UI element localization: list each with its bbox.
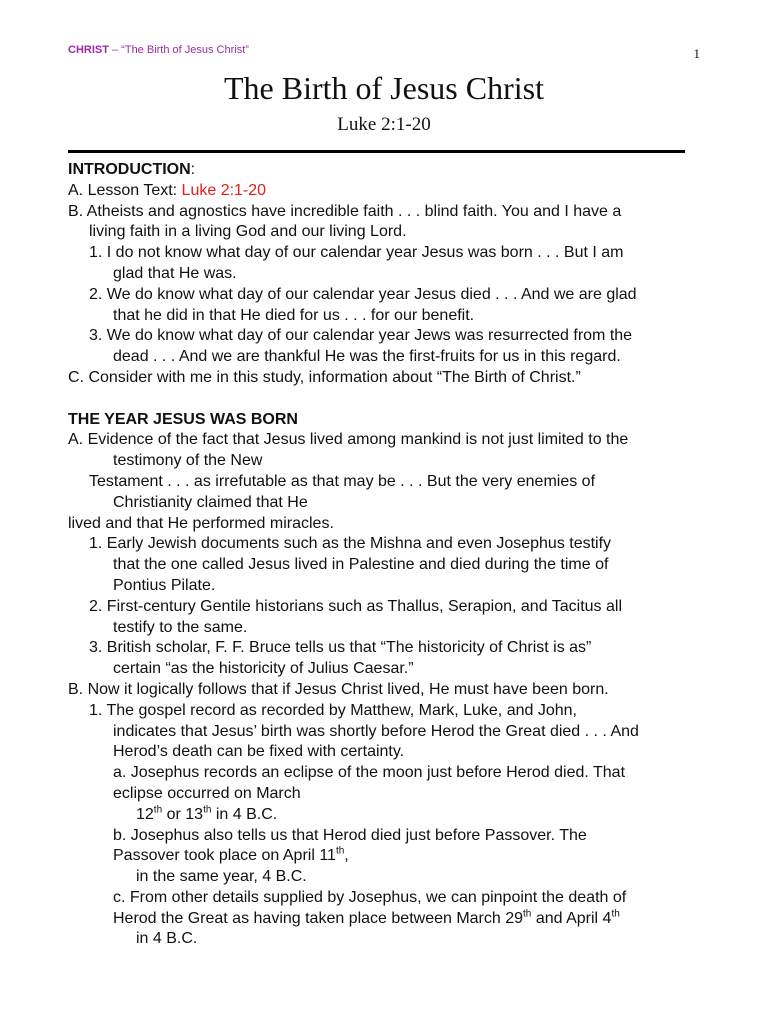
section-gap: [68, 389, 708, 410]
intro-a: [68, 181, 708, 202]
s2-q1-3: Herod’s death can be fixed with certainty.: [113, 743, 405, 761]
title-rule: [68, 150, 685, 153]
s2-qa-2: eclipse occurred on March: [113, 784, 301, 802]
s2-qc-2: [68, 909, 708, 930]
s2-qc-1: c. From other details supplied by Josephus, we can pinpoint the death of: [113, 888, 627, 906]
intro-a-label: A. Lesson Text:: [68, 181, 182, 199]
s2-qb-1: b. Josephus also tells us that Herod died just before Passover. The: [113, 826, 587, 844]
intro-heading-line: INTRODUCTION:: [68, 161, 196, 178]
s2-qb-3: in the same year, 4 B.C.: [136, 868, 307, 886]
qa3-text-2: or 13: [162, 805, 204, 823]
s2-p1-2: that the one called Jesus lived in Palestine and died during the time of: [113, 556, 609, 574]
s2-a-3: Testament . . . as irrefutable as that may be . . . But the very enemies of: [89, 472, 596, 490]
s2-qb-2: [68, 846, 708, 867]
s2-a-2: testimony of the New: [113, 452, 263, 470]
lesson-text-reference: Luke 2:1-20: [181, 181, 267, 199]
s2-a-5: lived and that He performed miracles.: [68, 514, 334, 532]
page-title: The Birth of Jesus Christ: [224, 70, 544, 106]
s2-p1-3: Pontius Pilate.: [113, 576, 216, 594]
s2-qc-3: in 4 B.C.: [136, 930, 198, 948]
section2-heading: THE YEAR JESUS WAS BORN: [68, 410, 298, 428]
s2-p2-1: 2. First-century Gentile historians such as Thallus, Serapion, and Tacitus all: [89, 597, 622, 615]
s2-a-4: Christianity claimed that He: [113, 493, 308, 511]
intro-n3-1: 3. We do know what day of our calendar year Jews was resurrected from the: [89, 327, 633, 345]
s2-a-1: A. Evidence of the fact that Jesus lived among mankind is not just limited to the: [68, 431, 629, 449]
s2-q1-1: 1. The gospel record as recorded by Matthew, Mark, Luke, and John,: [89, 701, 577, 719]
page-number: 1: [693, 46, 700, 61]
document-body: [68, 160, 708, 950]
page-subtitle: Luke 2:1-20: [337, 114, 431, 135]
qc2-text-1: Herod the Great as having taken place between March 29: [113, 909, 524, 927]
intro-n1-1: 1. I do not know what day of our calendar year Jesus was born . . . But I am: [89, 244, 624, 262]
intro-b-1: B. Atheists and agnostics have incredible faith . . . blind faith. You and I have a: [68, 202, 622, 220]
qc2-sup-2: th: [611, 908, 620, 920]
intro-n1-2: glad that He was.: [113, 264, 237, 282]
qa3-text-1: 12: [136, 805, 154, 823]
qa3-text-3: in 4 B.C.: [211, 805, 278, 823]
s2-p1-1: 1. Early Jewish documents such as the Mishna and even Josephus testify: [89, 535, 612, 553]
header-book: CHRIST: [68, 44, 109, 56]
qb2-text-1: Passover took place on April 11: [113, 847, 336, 865]
s2-qa-1: a. Josephus records an eclipse of the moon just before Herod died. That: [113, 764, 626, 782]
s2-p3-2: certain “as the historicity of Julius Caesar.”: [113, 660, 414, 678]
intro-n2-1: 2. We do know what day of our calendar year Jesus died . . . And we are glad: [89, 285, 637, 303]
qb2-sup: th: [335, 845, 345, 857]
qc2-sup-1: th: [523, 908, 532, 920]
running-header: [68, 44, 249, 56]
header-lesson: – “The Birth of Jesus Christ”: [108, 44, 249, 56]
s2-p2-2: testify to the same.: [113, 618, 248, 636]
intro-n3-2: dead . . . And we are thankful He was the first-fruits for us in this regard.: [113, 348, 621, 366]
qc2-text-2: and April 4: [531, 909, 612, 927]
intro-c: C. Consider with me in this study, information about “The Birth of Christ.”: [68, 368, 581, 386]
s2-b: B. Now it logically follows that if Jesus Christ lived, He must have been born.: [68, 680, 609, 698]
s2-p3-1: 3. British scholar, F. F. Bruce tells us that “The historicity of Christ is as”: [89, 639, 592, 657]
qb2-text-2: ,: [344, 847, 349, 865]
qa3-sup-2: th: [203, 804, 212, 816]
qa3-sup-1: th: [153, 804, 163, 816]
intro-n2-2: that he did in that He died for us . . . for our benefit.: [113, 306, 475, 324]
s2-q1-2: indicates that Jesus’ birth was shortly before Herod the Great died . . . And: [113, 722, 639, 740]
intro-b-2: living faith in a living God and our living Lord.: [89, 223, 407, 241]
intro-heading: INTRODUCTION: [68, 161, 191, 178]
s2-qa-3: [68, 805, 708, 826]
